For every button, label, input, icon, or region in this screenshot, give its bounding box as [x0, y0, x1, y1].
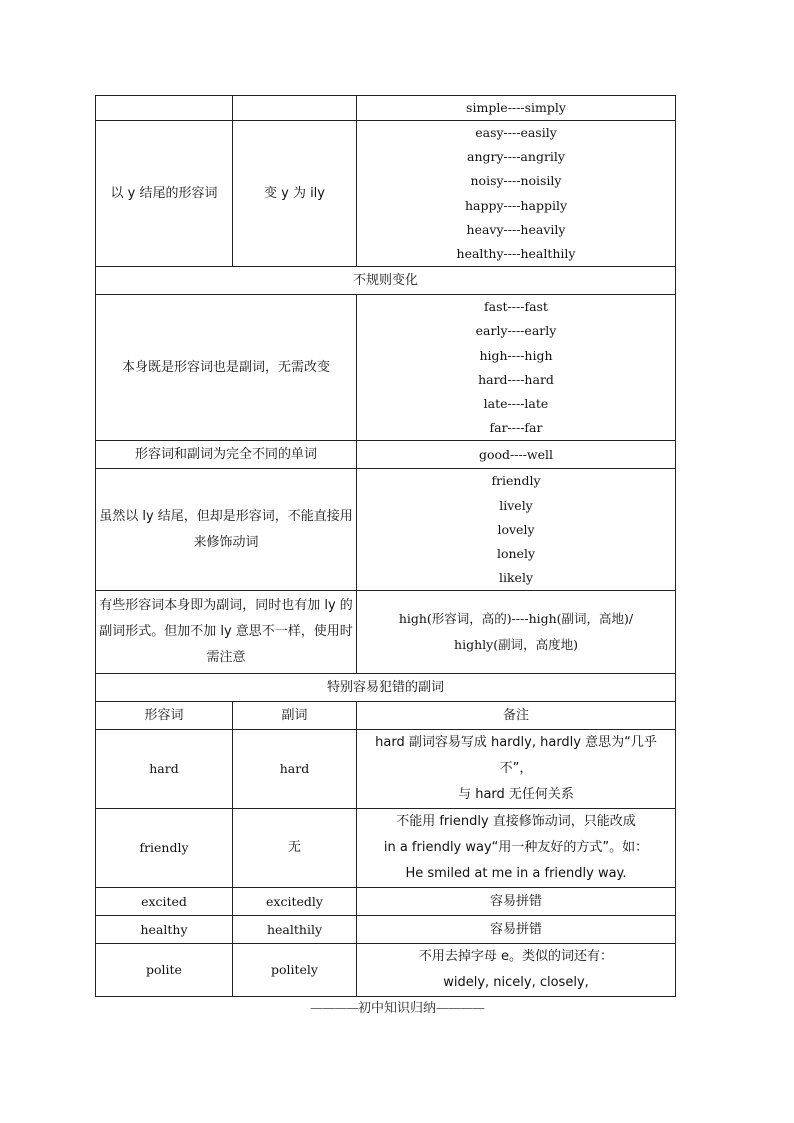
list-item: far----far: [489, 420, 543, 436]
footer-rule-left: ————: [309, 1001, 358, 1016]
example-cell: [357, 591, 676, 674]
table-row: [96, 730, 676, 809]
category-cell: 以 y 结尾的形容词: [96, 121, 233, 267]
example-list: [357, 295, 676, 441]
section-header-error-prone: 特别容易犯错的副词: [96, 674, 676, 702]
list-item: late----late: [483, 396, 549, 412]
table-row: [96, 121, 676, 267]
list-item: happy----happily: [464, 197, 568, 213]
adjective-cell: friendly: [96, 809, 233, 888]
note-cell: 容易拼错: [357, 916, 676, 944]
list-item: fast----fast: [484, 299, 548, 315]
adverb-cell: healthily: [233, 916, 357, 944]
example-list: [357, 121, 676, 267]
category-cell: [96, 96, 233, 121]
adverb-cell: 无: [233, 809, 357, 888]
note-cell: 不能用 friendly 直接修饰动词，只能改成 in a friendly way“用一种友好的方式”。如： He smiled at me in a friendly way.: [357, 809, 676, 888]
table-row: [96, 267, 676, 295]
adjective-cell: polite: [96, 944, 233, 997]
example-line: highly(副词，高度地): [454, 637, 578, 653]
list-item: lonely: [496, 546, 536, 562]
footer-text: 初中知识归纳: [357, 1001, 436, 1016]
table-row: [96, 441, 676, 469]
list-item: lovely: [497, 521, 535, 537]
table-row: [96, 591, 676, 674]
column-header-adverb: 副词: [233, 702, 357, 730]
table-row: [96, 888, 676, 916]
list-item: early----early: [475, 323, 557, 339]
example-list: [357, 469, 676, 591]
table-row: [96, 469, 676, 591]
category-cell: 虽然以 ly 结尾，但却是形容词，不能直接用来修饰动词: [96, 469, 357, 591]
list-item: easy----easily: [475, 125, 557, 140]
table-row: [96, 674, 676, 702]
table-header-row: [96, 702, 676, 730]
category-cell: 形容词和副词为完全不同的单词: [96, 441, 357, 469]
list-item: healthy----healthily: [456, 246, 576, 262]
note-cell: hard 副词容易写成 hardly, hardly 意思为“几乎不”， 与 hard 无任何关系: [357, 730, 676, 809]
list-item: friendly: [491, 473, 541, 489]
page-footer: [0, 997, 794, 1016]
section-header-irregular: 不规则变化: [96, 267, 676, 295]
list-item: noisy----noisily: [470, 173, 562, 189]
list-item: hard----hard: [478, 371, 554, 387]
category-cell: 本身既是形容词也是副词，无需改变: [96, 295, 357, 441]
category-cell: 有些形容词本身即为副词，同时也有加 ly 的副词形式。但加不加 ly 意思不一样，使用时需注意: [96, 591, 357, 674]
note-cell: 不用去掉字母 e。类似的词还有： widely, nicely, closely,: [357, 944, 676, 997]
table-row: [96, 96, 676, 121]
table-row: [96, 916, 676, 944]
rule-cell: 变 y 为 ily: [233, 121, 357, 267]
adverb-formation-table: [95, 95, 676, 997]
rule-cell: [233, 96, 357, 121]
table-row: [96, 944, 676, 997]
adjective-cell: healthy: [96, 916, 233, 944]
list-item: high----high: [479, 347, 553, 363]
footer-rule-right: ————: [436, 1001, 484, 1016]
example-cell: simple----simply: [357, 96, 676, 121]
adjective-cell: excited: [96, 888, 233, 916]
adjective-cell: hard: [96, 730, 233, 809]
adverb-cell: hard: [233, 730, 357, 809]
list-item: angry----angrily: [467, 149, 565, 165]
adverb-cell: excitedly: [233, 888, 357, 916]
example-line: high(形容词，高的)----high(副词，高地)/: [398, 611, 634, 627]
list-item: heavy----heavily: [466, 221, 566, 237]
list-item: lively: [499, 497, 533, 513]
list-item: likely: [498, 570, 534, 586]
table-row: [96, 809, 676, 888]
note-cell: 容易拼错: [357, 888, 676, 916]
column-header-adjective: 形容词: [96, 702, 233, 730]
column-header-note: 备注: [357, 702, 676, 730]
example-cell: good----well: [357, 441, 676, 469]
adverb-cell: politely: [233, 944, 357, 997]
table-row: [96, 295, 676, 441]
